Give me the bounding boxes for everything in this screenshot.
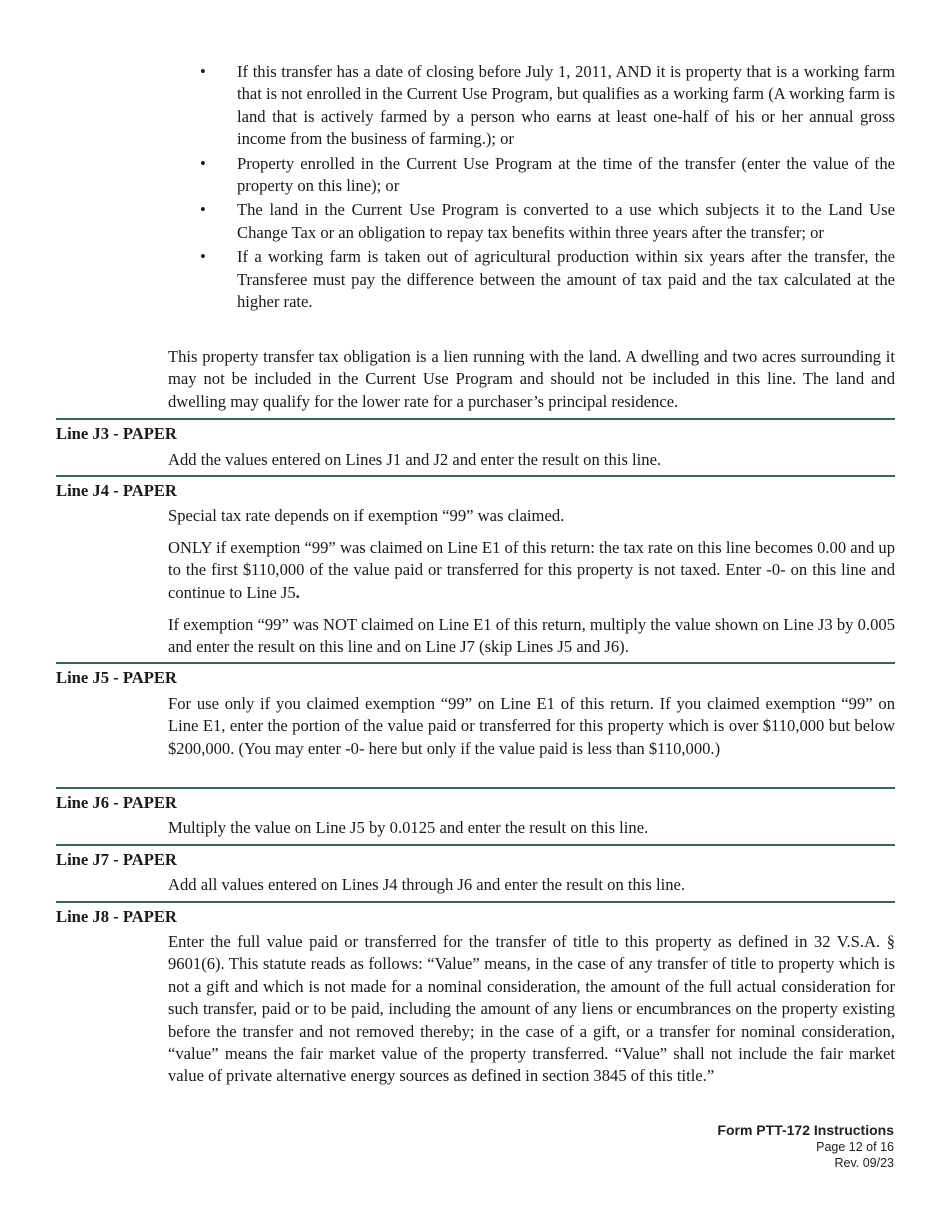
section-divider xyxy=(56,418,895,420)
bullet-text: If this transfer has a date of closing before July 1, 2011, AND it is property that is a working farm that is not enrolled in the Current Use Program, but qualifies as a working farm (A working farm is land that is actively farmed by a person who earns at least one-half of his or her annual gross income from the business of farming.); or xyxy=(237,62,895,149)
footer-revision: Rev. 09/23 xyxy=(834,1156,894,1170)
section-text-j4-p2 xyxy=(168,537,895,604)
bullet-icon: • xyxy=(200,153,206,173)
section-heading-j8: Line J8 - PAPER xyxy=(56,907,177,926)
section-text-j3: Add the values entered on Lines J1 and J2 and enter the result on this line. xyxy=(168,450,662,469)
section-text-j4-p2-body: ONLY if exemption “99” was claimed on Line E1 of this return: the tax rate on this line becomes 0.00 and up to the first $110,000 of the value paid or transferred for this property is not taxed. Enter -0- on this line and continue to Line J5 xyxy=(168,538,895,602)
footer-page-number: Page 12 of 16 xyxy=(816,1140,894,1154)
bullet-item xyxy=(200,61,895,151)
section-text-j7: Add all values entered on Lines J4 through J6 and enter the result on this line. xyxy=(168,875,686,894)
bullet-icon: • xyxy=(200,62,206,81)
bullet-text: If a working farm is taken out of agricultural production within six years after the transfer, the Transferee must pay the difference between the amount of tax paid and the tax calculated at the higher rate. xyxy=(237,247,895,312)
section-heading-j4: Line J4 - PAPER xyxy=(56,481,177,500)
bullet-item xyxy=(200,153,895,198)
section-heading-j5: Line J5 - PAPER xyxy=(56,668,177,687)
section-text-j8: Enter the full value paid or transferred for the transfer of title to this property as defined in 32 V.S.A. § 9601(6). This statute reads as follows: “Value” means, in the case of any transfer of title to property which is not a gift and which is not made for a nominal consideration, the amount of the full actual consideration for such transfer, paid or to be paid, including the amount of any liens or encumbrances on the property existing before the transfer and not removed thereby; in the case of a gift, or a transfer for nominal consideration, “value” means the fair market value of the property transferred. “Value” shall not include the fair market value of private alternative energy sources as defined in section 3845 of this title.” xyxy=(168,932,895,1086)
section-text-j6: Multiply the value on Line J5 by 0.0125 and enter the result on this line. xyxy=(168,818,649,837)
bullet-text: Property enrolled in the Current Use Program at the time of the transfer (enter the value of the property on this line); or xyxy=(237,153,895,196)
page-footer xyxy=(717,1121,894,1171)
section-heading-j3: Line J3 - PAPER xyxy=(56,424,177,443)
section-text-j4-p1: Special tax rate depends on if exemption “99” was claimed. xyxy=(168,506,565,525)
section-divider xyxy=(56,901,895,903)
section-divider xyxy=(56,475,895,477)
section-text-j4-p2-period: . xyxy=(295,582,300,602)
section-divider xyxy=(56,662,895,664)
section-heading-j7: Line J7 - PAPER xyxy=(56,850,177,869)
lien-paragraph: This property transfer tax obligation is a lien running with the land. A dwelling and two acres surrounding it may not be included in the Current Use Program and should not be included in this line. The land and dwelling may qualify for the lower rate for a purchaser’s principal residence. xyxy=(168,347,895,411)
section-text-j5: For use only if you claimed exemption “99” on Line E1 of this return. If you claimed exemption “99” on Line E1, enter the portion of the value paid or transferred for this property which is over $110,000 but below $200,000. (You may enter -0- here but only if the value paid is less than $110,000.) xyxy=(168,694,895,758)
bullet-list xyxy=(200,61,895,315)
section-heading-j6: Line J6 - PAPER xyxy=(56,793,177,812)
section-divider xyxy=(56,844,895,846)
bullet-icon: • xyxy=(200,247,206,267)
bullet-text: The land in the Current Use Program is converted to a use which subjects it to the Land Use Change Tax or an obligation to repay tax benefits within three years after the transfer; or xyxy=(237,200,895,242)
bullet-item xyxy=(200,246,895,313)
section-divider xyxy=(56,787,895,789)
footer-form-title: Form PTT-172 Instructions xyxy=(717,1122,894,1138)
bullet-icon: • xyxy=(200,200,206,220)
bullet-item xyxy=(200,199,895,244)
section-text-j4-p3: If exemption “99” was NOT claimed on Line E1 of this return, multiply the value shown on Line J3 by 0.005 and enter the result on this line and on Line J7 (skip Lines J5 and J6). xyxy=(168,615,895,657)
